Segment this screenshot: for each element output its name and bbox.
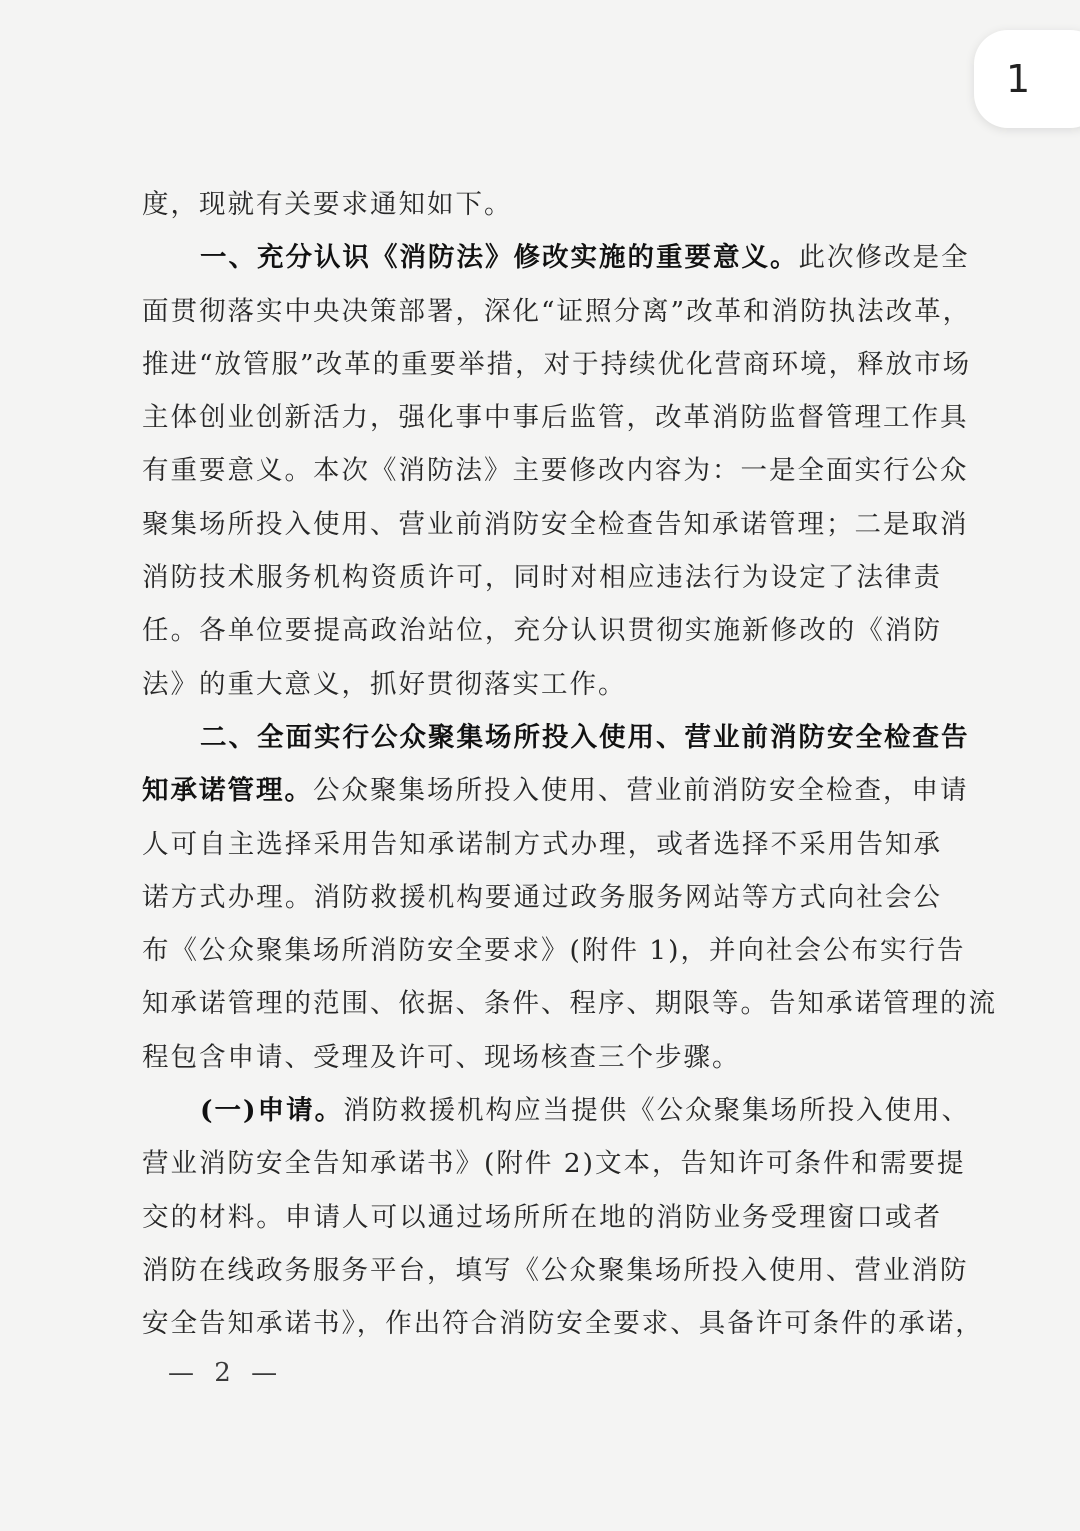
text-run: 布《公众聚集场所消防安全要求》(附件 1)，并向社会公布实行告 <box>142 935 966 967</box>
text-line <box>142 444 969 497</box>
text-run: 任。各单位要提高政治站位，充分认识贯彻实施新修改的《消防 <box>142 615 942 647</box>
text-line <box>142 551 942 604</box>
text-run: 度，现就有关要求通知如下。 <box>142 189 513 220</box>
text-run: 此次修改是全 <box>798 242 970 274</box>
page-number-badge[interactable] <box>974 30 1080 128</box>
text-line <box>142 871 942 924</box>
text-line <box>142 338 972 391</box>
text-run: 诺方式办理。消防救援机构要通过政务服务网站等方式向社会公 <box>142 881 942 913</box>
section-heading-line <box>142 711 970 764</box>
subsection-heading-line <box>142 1084 971 1137</box>
page-number-label: 1 <box>1006 57 1031 101</box>
text-line <box>142 977 997 1030</box>
text-run: 消防救援机构应当提供《公众聚集场所投入使用、 <box>343 1095 971 1127</box>
text-line <box>142 1244 969 1297</box>
text-line <box>142 1031 942 1084</box>
section-heading: 一、充分认识《消防法》修改实施的重要意义。 <box>200 242 799 274</box>
text-run: 法》的重大意义，抓好贯彻落实工作。 <box>142 668 627 700</box>
text-line <box>142 1137 966 1190</box>
text-line <box>142 498 969 551</box>
text-run: 人可自主选择采用告知承诺制方式办理，或者选择不采用告知承 <box>142 828 942 860</box>
document-body <box>142 178 997 1351</box>
text-run: 聚集场所投入使用、营业前消防安全检查告知承诺管理；二是取消 <box>142 508 969 540</box>
text-run: 程包含申请、受理及许可、现场核查三个步骤。 <box>142 1041 741 1073</box>
text-run: 推进“放管服”改革的重要举措，对于持续优化营商环境，释放市场 <box>142 348 972 380</box>
text-run: 面贯彻落实中央决策部署，深化“证照分离”改革和消防执法改革， <box>142 295 972 327</box>
text-run: 有重要意义。本次《消防法》主要修改内容为：一是全面实行公众 <box>142 455 969 487</box>
text-line <box>142 604 942 657</box>
section-heading-line <box>142 231 970 284</box>
text-run: 安全告知承诺书》，作出符合消防安全要求、具备许可条件的承诺， <box>142 1308 984 1340</box>
text-line <box>142 391 969 444</box>
section-heading: 知承诺管理。 <box>142 775 313 807</box>
text-run: 公众聚集场所投入使用、营业前消防安全检查，申请 <box>313 775 969 807</box>
text-line <box>142 818 942 871</box>
text-line <box>142 658 942 711</box>
page-footer-number: — 2 — <box>168 1358 284 1388</box>
text-run: 知承诺管理的范围、依据、条件、程序、期限等。告知承诺管理的流 <box>142 988 997 1020</box>
text-line <box>142 285 972 338</box>
text-run: 营业消防安全告知承诺书》(附件 2)文本，告知许可条件和需要提 <box>142 1148 966 1180</box>
section-heading: 二、全面实行公众聚集场所投入使用、营业前消防安全检查告 <box>200 721 970 753</box>
text-run: 交的材料。申请人可以通过场所所在地的消防业务受理窗口或者 <box>142 1201 942 1233</box>
text-line <box>142 1297 984 1350</box>
text-line <box>142 1191 942 1244</box>
text-line <box>142 178 942 231</box>
text-run: 消防在线政务服务平台，填写《公众聚集场所投入使用、营业消防 <box>142 1254 969 1286</box>
text-run: 消防技术服务机构资质许可，同时对相应违法行为设定了法律责 <box>142 562 942 594</box>
subsection-heading: (一)申请。 <box>200 1095 344 1127</box>
text-run: 主体创业创新活力，强化事中事后监管，改革消防监督管理工作具 <box>142 402 969 434</box>
text-line <box>142 924 966 977</box>
section-heading-line <box>142 764 969 817</box>
